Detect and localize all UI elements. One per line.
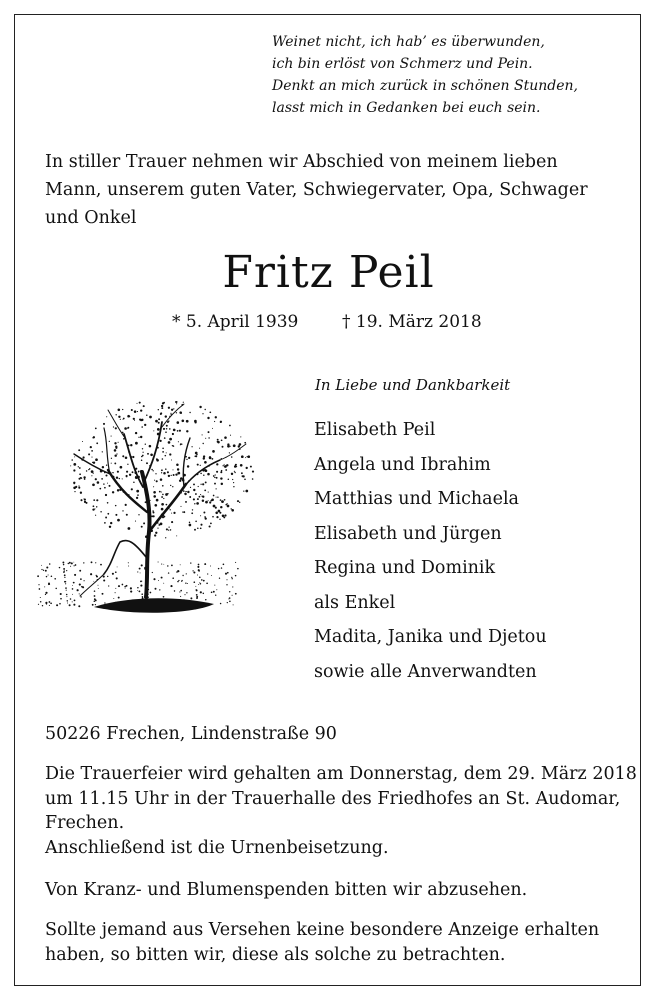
signer: Elisabeth und Jürgen [314, 523, 502, 544]
signer: Elisabeth Peil [314, 420, 436, 440]
signer: als Enkel [314, 592, 396, 613]
intro-text [45, 148, 620, 232]
signer: Regina und Dominik [314, 558, 496, 578]
signer: sowie alle Anverwandten [314, 661, 537, 682]
closing-line: haben, so bitten wir, diese als solche zu betrachten. [45, 945, 506, 965]
deceased-name: Fritz Peil [222, 247, 435, 298]
poem-line: ich bin erlöst von Schmerz und Pein. [272, 56, 533, 72]
birth-date: * 5. April 1939 [172, 312, 299, 332]
signer: Madita, Janika und Djetou [314, 627, 547, 647]
signer: Matthias und Michaela [314, 489, 519, 509]
signers-list [314, 413, 547, 689]
funeral-line: Die Trauerfeier wird gehalten am Donnerstag, dem 29. März 2018 [45, 764, 637, 784]
closing-note [45, 918, 620, 968]
poem-line: lasst mich in Gedanken bei euch sein. [272, 100, 541, 116]
intro-line: und Onkel [45, 208, 137, 228]
poem-line: Denkt an mich zurück in schönen Stunden, [272, 78, 578, 94]
funeral-line: Frechen. [45, 813, 125, 833]
funeral-line: Anschließend ist die Urnenbeisetzung. [45, 837, 389, 858]
funeral-info [45, 762, 637, 860]
no-flowers-note: Von Kranz- und Blumenspenden bitten wir abzusehen. [45, 880, 528, 900]
dedication: In Liebe und Dankbarkeit [315, 376, 511, 394]
intro-line: Mann, unserem guten Vater, Schwiegervater, Opa, Schwager [45, 180, 588, 200]
intro-line: In stiller Trauer nehmen wir Abschied von meinem lieben [45, 152, 558, 172]
death-date: † 19. März 2018 [342, 312, 482, 332]
poem-line: Weinet nicht, ich hab’ es überwunden, [272, 34, 545, 50]
tree-illustration-icon [34, 392, 262, 632]
signer: Angela und Ibrahim [314, 454, 491, 475]
address: 50226 Frechen, Lindenstraße 90 [45, 724, 337, 744]
funeral-line: um 11.15 Uhr in der Trauerhalle des Friedhofes an St. Audomar, [45, 788, 621, 809]
poem [272, 31, 632, 119]
closing-line: Sollte jemand aus Versehen keine besondere Anzeige erhalten [45, 920, 600, 940]
